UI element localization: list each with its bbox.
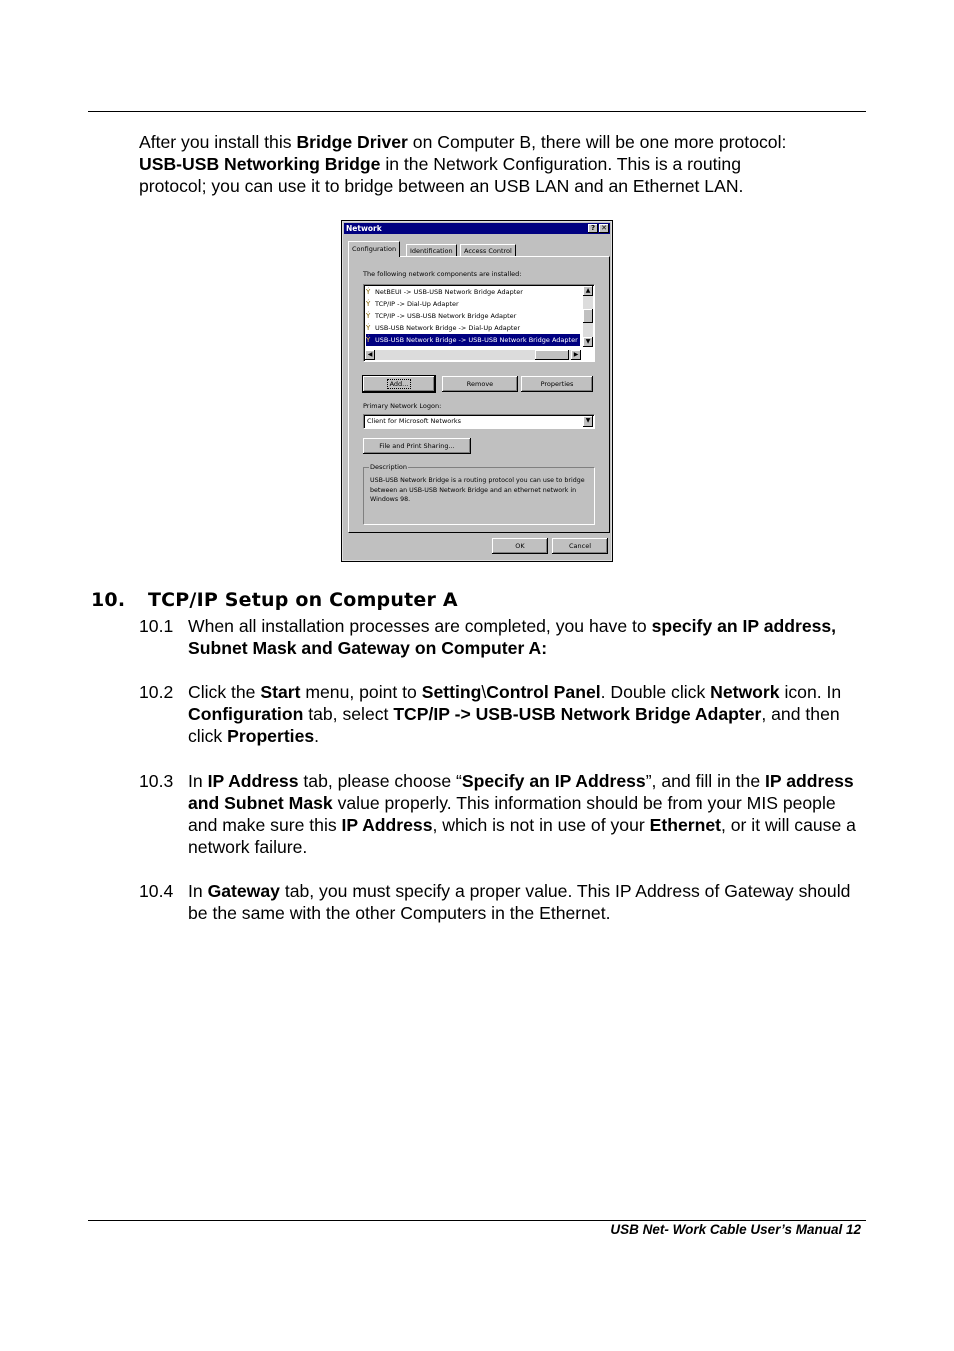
help-button[interactable]: ? xyxy=(588,224,598,233)
configuration-panel xyxy=(348,256,610,533)
step-text: Click the Start menu, point to Setting\Control Panel. Double click Network icon. In Configuration tab, select TCP/IP -> USB-USB Network Bridge Adapter, and then click Properties. xyxy=(188,682,842,746)
ok-button[interactable]: OK xyxy=(492,538,548,554)
intro-paragraph: After you install this Bridge Driver on Computer B, there will be one more protocol: USB-USB Networking Bridge in the Network Configuration. This is a routing protocol; you can use it to bridge between an USB LAN and an Ethernet LAN. xyxy=(139,132,787,196)
scroll-thumb-horizontal[interactable] xyxy=(535,350,569,360)
tab-configuration[interactable]: Configuration xyxy=(348,241,400,257)
footer-rule xyxy=(88,1220,866,1221)
step-number: 10.3 xyxy=(139,771,174,791)
scroll-thumb[interactable] xyxy=(583,309,593,323)
file-print-sharing-button[interactable]: File and Print Sharing... xyxy=(363,438,471,454)
page-footer: USB Net- Work Cable User’s Manual 12 xyxy=(610,1222,861,1237)
section-number: 10. xyxy=(91,589,126,611)
cancel-button[interactable]: Cancel xyxy=(552,538,608,554)
tab-access-control[interactable]: Access Control xyxy=(460,244,516,257)
step-10-4 xyxy=(139,880,859,924)
step-text: In IP Address tab, please choose “Specify an IP Address”, and fill in the IP address and Subnet Mask value properly. This information should be from your MIS people and make sure this IP Address, which is not in use of your Ethernet, or it will cause a network failure. xyxy=(188,771,856,857)
step-text: When all installation processes are completed, you have to specify an IP address, Subnet Mask and Gateway on Computer A: xyxy=(188,616,837,658)
step-number: 10.1 xyxy=(139,616,174,636)
primary-logon-select[interactable] xyxy=(363,414,595,429)
logon-value: Client for Microsoft Networks xyxy=(367,417,462,425)
properties-button[interactable]: Properties xyxy=(521,376,593,392)
horizontal-scrollbar[interactable] xyxy=(365,350,581,360)
list-item[interactable]: Ý TCP/IP -> USB-USB Network Bridge Adapter xyxy=(366,312,517,320)
list-item[interactable]: Ý NetBEUI -> USB-USB Network Bridge Adapter xyxy=(366,288,523,296)
section-title: TCP/IP Setup on Computer A xyxy=(148,589,458,611)
step-10-1 xyxy=(139,615,859,659)
dialog-titlebar xyxy=(344,223,610,234)
add-button[interactable]: Add... xyxy=(363,376,435,392)
dialog-title: Network xyxy=(346,224,382,233)
step-10-2 xyxy=(139,681,859,747)
components-list[interactable] xyxy=(363,284,595,362)
components-label: The following network components are installed: xyxy=(363,270,522,278)
description-text: USB-USB Network Bridge is a routing protocol you can use to bridge between an USB-USB Network Bridge and an ethernet network in Windows 98. xyxy=(370,477,585,503)
protocol-icon: Ý xyxy=(366,288,371,296)
scroll-up-icon[interactable]: ▲ xyxy=(583,286,593,296)
scroll-right-icon[interactable]: ▶ xyxy=(571,350,581,360)
network-dialog xyxy=(341,220,613,562)
close-button[interactable]: ✕ xyxy=(599,224,609,233)
vertical-scrollbar[interactable] xyxy=(583,286,593,347)
description-group xyxy=(363,463,595,525)
protocol-icon: Ý xyxy=(366,312,371,320)
step-10-3 xyxy=(139,770,859,858)
step-text: In Gateway tab, you must specify a proper value. This IP Address of Gateway should be the same with the other Computers in the Ethernet. xyxy=(188,881,851,923)
section-heading xyxy=(91,589,458,611)
step-number: 10.4 xyxy=(139,881,174,901)
protocol-icon: Ý xyxy=(366,300,371,308)
list-item-selected[interactable]: Ý USB-USB Network Bridge -> USB-USB Network Bridge Adapter xyxy=(366,334,580,346)
scroll-down-icon[interactable]: ▼ xyxy=(583,337,593,347)
header-rule xyxy=(88,111,866,112)
remove-button[interactable]: Remove xyxy=(442,376,518,392)
protocol-icon: Ý xyxy=(366,324,371,332)
logon-label: Primary Network Logon: xyxy=(363,402,442,410)
list-item[interactable]: Ý USB-USB Network Bridge -> Dial-Up Adapter xyxy=(366,324,521,332)
list-item[interactable]: Ý TCP/IP -> Dial-Up Adapter xyxy=(366,300,459,308)
chevron-down-icon[interactable]: ▼ xyxy=(583,416,593,427)
description-legend: Description xyxy=(370,463,408,471)
scroll-left-icon[interactable]: ◀ xyxy=(365,350,375,360)
protocol-icon: Ý xyxy=(366,336,371,344)
tab-identification[interactable]: Identification xyxy=(406,244,457,257)
step-number: 10.2 xyxy=(139,682,174,702)
